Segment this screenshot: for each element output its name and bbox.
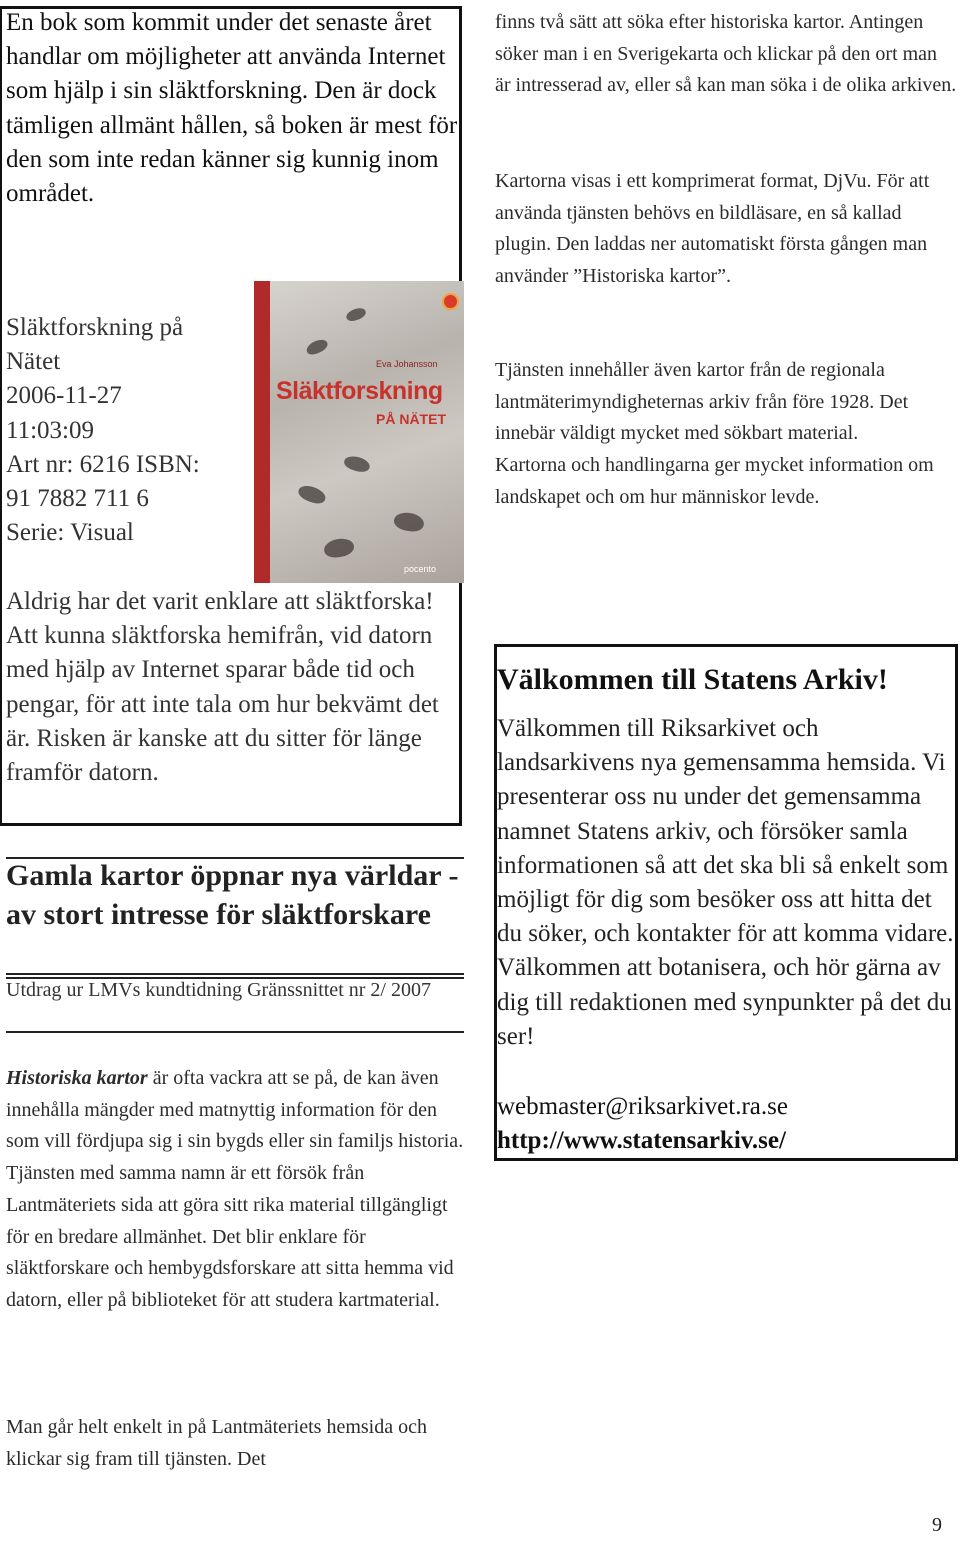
publisher-logo-icon xyxy=(442,293,459,310)
statens-arkiv-title: Välkommen till Statens Arkiv! xyxy=(497,663,888,696)
article-lead-term: Historiska kartor xyxy=(6,1067,148,1089)
contact-email-link[interactable]: webmaster@riksarkivet.ra.se xyxy=(497,1093,788,1120)
footprint-icon xyxy=(304,337,329,357)
footprint-icon xyxy=(393,511,426,534)
book-description: Aldrig har det varit enklare att släktforska! Att kunna släktforska hemifrån, vid datorn med hjälp av Internet sparar både tid och pengar, för att inte tala om hur bekvämt det är. Risken är kanske att du sitter för länge framför datorn. xyxy=(6,588,439,787)
article-paragraph: finns två sätt att söka efter historiska kartor. Antingen söker man i en Sverigekarta och klickar på den ort man är intresserad av, eller så kan man söka i de olika arkiven. xyxy=(495,11,957,97)
article-paragraph-text: Tjänsten innehåller även kartor från de regionala lantmäterimyndigheternas arkiv från före 1928. Det innebär väldigt mycket med sökbart material. xyxy=(495,359,909,445)
book-art-nr: Art nr: 6216 ISBN: xyxy=(6,450,200,478)
cover-spine xyxy=(254,281,270,583)
article-paragraph: Tjänsten med samma namn är ett försök från Lantmäteriets sida att göra sitt rika material tillgängligt för en bredare allmänhet. Det blir enklare för släktforskare och hembygdsforskare att sitta hemma vid datorn, eller på biblioteket för att studera kartmaterial. xyxy=(6,1162,454,1311)
cover-subtitle: PÅ NÄTET xyxy=(376,411,446,427)
cover-publisher: pocento xyxy=(404,564,437,574)
article-paragraph xyxy=(6,1063,464,1158)
divider xyxy=(6,1031,464,1033)
footprint-icon xyxy=(323,537,356,560)
book-cover-image xyxy=(254,281,464,583)
cover-title: Släktforskning xyxy=(276,377,443,405)
book-title-line-2: Nätet xyxy=(6,348,61,376)
footprint-icon xyxy=(345,306,368,323)
article-paragraph-text: Kartorna och handlingarna ger mycket information om landskapet och om hur människor levde. xyxy=(495,454,934,508)
book-date: 2006-11-27 xyxy=(6,382,122,410)
book-review-intro: En bok som kommit under det senaste året handlar om möjligheter att använda Internet som hjälp i sin släktforskning. Den är dock tämligen allmänt hållen, så boken är mest för den som inte redan känner sig kunnig inom området. xyxy=(6,9,458,208)
article-source: Utdrag ur LMVs kundtidning Gränssnittet nr 2/ 2007 xyxy=(6,979,431,1001)
book-isbn: 91 7882 711 6 xyxy=(6,485,149,513)
book-meta xyxy=(6,311,256,550)
article-paragraph-text: är ofta vackra att se på, de kan även innehålla mängder med matnyttig information för den som vill fördjupa sig i sin bygds eller sin familjs historia. xyxy=(6,1067,464,1153)
footprint-icon xyxy=(296,483,327,507)
website-url-link[interactable]: http://www.statensarkiv.se/ xyxy=(497,1127,786,1154)
page-number: 9 xyxy=(932,1514,942,1536)
cover-author: Eva Johansson xyxy=(376,359,438,369)
article-paragraph xyxy=(495,355,957,514)
article-paragraph: Kartorna visas i ett komprimerat format, DjVu. För att använda tjänsten behövs en bildläsare, en så kallad plugin. Den laddas ner automatiskt första gången man använder ”Historiska kartor”. xyxy=(495,170,930,288)
book-series: Serie: Visual xyxy=(6,519,134,547)
footprint-icon xyxy=(343,454,372,474)
statens-arkiv-body: Välkommen till Riksarkivet och landsarkivens nya gemensamma hemsida. Vi presenterar oss nu under det gemensamma namnet Statens arkiv, och försöker samla informationen så att det ska bli så enkelt som möjligt för dig som besöker oss att hitta det du söker, och kontakter för att komma vidare. Välkommen att botanisera, och hör gärna av dig till redaktionen med synpunkter på det du ser! xyxy=(497,715,954,1050)
article-title: Gamla kartor öppnar nya världar - av stort intresse för släktforskare xyxy=(6,859,459,931)
book-title-line-1: Släktforskning på xyxy=(6,314,184,341)
book-time: 11:03:09 xyxy=(6,416,94,444)
article-paragraph: Man går helt enkelt in på Lantmäteriets hemsida och klickar sig fram till tjänsten. Det xyxy=(6,1416,427,1470)
article-body xyxy=(6,1063,464,1317)
